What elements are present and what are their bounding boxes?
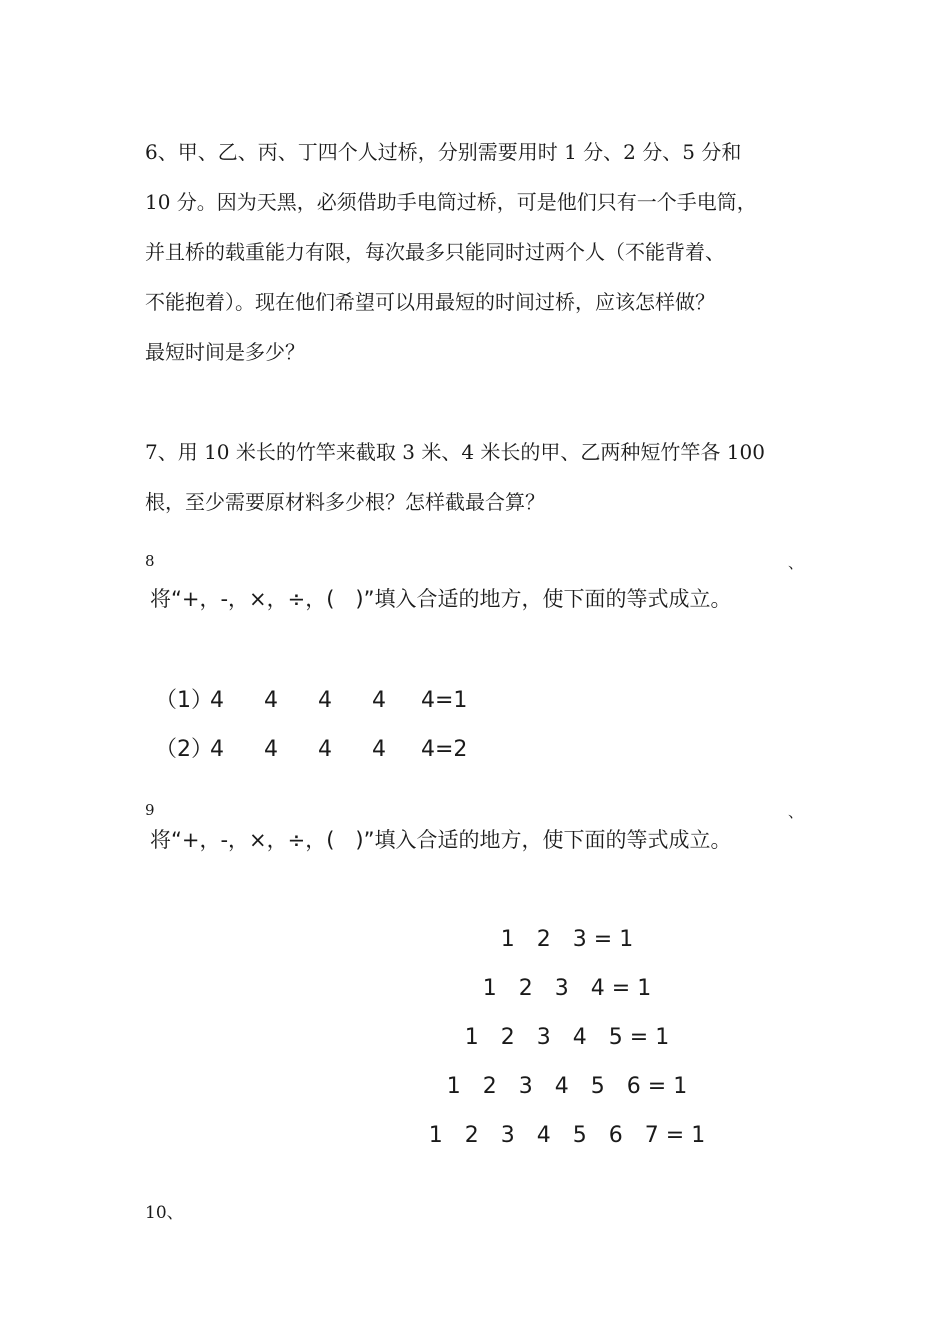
q8-instruction: 将“+，-，×，÷，( )”填入合适的地方，使下面的等式成立。 <box>150 587 732 611</box>
q9-number: 9 <box>145 801 155 819</box>
q9-pyramid-row-1: 1 2 3 = 1 <box>500 927 634 952</box>
equation-term: 4=2 <box>421 737 468 762</box>
equation-term: 4 <box>318 688 332 713</box>
equation-label: （1） <box>155 688 213 713</box>
q8-number: 8 <box>145 552 155 570</box>
equation-term: 4=1 <box>421 688 468 713</box>
equation-term: 4 <box>210 688 224 713</box>
q9-pyramid-row-5: 1 2 3 4 5 6 7 = 1 <box>428 1123 706 1148</box>
q9-pyramid-row-3: 1 2 3 4 5 = 1 <box>464 1025 670 1050</box>
equation-label: （2） <box>155 737 213 762</box>
equation-term: 4 <box>264 737 278 762</box>
equation-term: 4 <box>210 737 224 762</box>
q9-pyramid-row-2: 1 2 3 4 = 1 <box>482 976 652 1001</box>
q6-line-1: 6、甲、乙、丙、丁四个人过桥，分别需要用时 1 分、2 分、5 分和 <box>145 140 742 164</box>
q7-line-2: 根，至少需要原材料多少根？怎样截最合算？ <box>145 490 545 514</box>
equation-term: 4 <box>372 737 386 762</box>
q8-equation-2 <box>155 732 467 763</box>
q10-number: 10、 <box>145 1203 184 1223</box>
q7-line-1: 7、用 10 米长的竹竿来截取 3 米、4 米长的甲、乙两种短竹竿各 100 <box>145 440 765 464</box>
q6-line-5: 最短时间是多少？ <box>145 340 305 364</box>
equation-term: 4 <box>372 688 386 713</box>
q9-instruction: 将“+，-，×，÷，( )”填入合适的地方，使下面的等式成立。 <box>150 828 732 852</box>
q8-separator: 、 <box>788 554 804 572</box>
q9-separator: 、 <box>788 803 804 821</box>
equation-term: 4 <box>318 737 332 762</box>
equation-term: 4 <box>264 688 278 713</box>
q6-line-3: 并且桥的载重能力有限，每次最多只能同时过两个人（不能背着、 <box>145 240 725 264</box>
q6-line-2: 10 分。因为天黑，必须借助手电筒过桥，可是他们只有一个手电筒， <box>145 190 757 214</box>
q6-line-4: 不能抱着）。现在他们希望可以用最短的时间过桥，应该怎样做？ <box>145 290 715 314</box>
q9-pyramid-row-4: 1 2 3 4 5 6 = 1 <box>446 1074 688 1099</box>
q8-equation-1 <box>155 683 467 714</box>
